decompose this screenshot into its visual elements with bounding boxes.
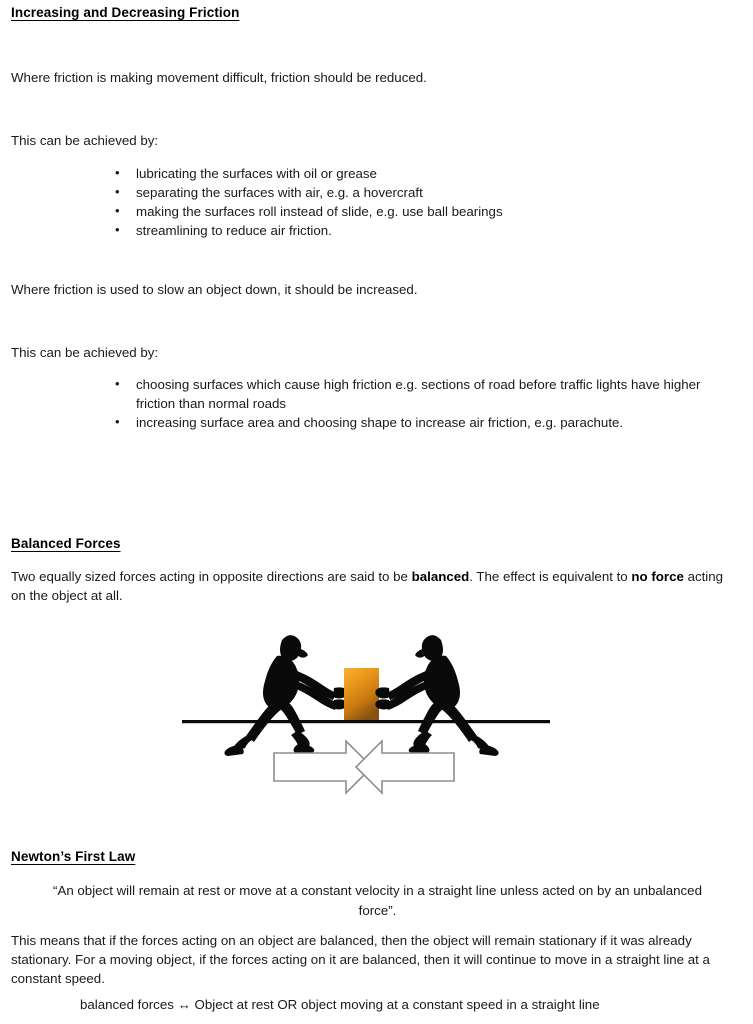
text-fragment: Two equally sized forces acting in opposite directions are said to be [11,569,412,584]
bold-term-no-force: no force [631,569,684,584]
ground-line [182,720,550,723]
paragraph-lead-in-increase: This can be achieved by: [11,345,159,360]
heading-increasing-decreasing-friction: Increasing and Decreasing Friction [11,5,240,20]
text-fragment: . The effect is equivalent to [469,569,632,584]
list-item: • choosing surfaces which cause high friction e.g. sections of road before traffic lights have higher friction than normal roads [115,375,715,413]
bold-term-balanced: balanced [411,569,470,584]
list-item: • streamlining to reduce air friction. [115,221,735,240]
newtons-first-law-quote: “An object will remain at rest or move at a constant velocity in a straight line unless acted on by an unbalanced force”. [53,883,702,918]
list-reduce-friction-methods [115,164,735,240]
paragraph-lead-in-reduce: This can be achieved by: [11,133,159,148]
paragraph-friction-increased: Where friction is used to slow an object down, it should be increased. [11,282,418,297]
list-item: • increasing surface area and choosing shape to increase air friction, e.g. parachute. [115,413,715,432]
list-item: • separating the surfaces with air, e.g. a hovercraft [115,183,735,202]
list-increase-friction-methods [115,375,715,432]
list-item: • lubricating the surfaces with oil or grease [115,164,735,183]
paragraph-balanced-forces [11,567,733,605]
paragraph-newtons-first-law-explanation: This means that if the forces acting on an object are balanced, then the object will remain stationary if it was already stationary. For a moving object, if the forces acting on it are balanced, then it will continue to move in a straight line at a constant speed. [11,933,710,986]
text-fragment: acting on the object at all. [11,569,724,603]
balanced-forces-summary: balanced forces ↔ Object at rest OR object moving at a constant speed in a straight line [80,997,600,1012]
person-silhouette-right [375,635,498,756]
list-item: • making the surfaces roll instead of slide, e.g. use ball bearings [115,202,735,221]
person-silhouette-left [224,635,347,756]
paragraph-friction-reduced: Where friction is making movement difficult, friction should be reduced. [11,70,427,85]
orange-box [344,668,379,722]
arrow-left-icon [356,741,454,793]
balanced-forces-diagram [176,628,556,800]
heading-newtons-first-law: Newton’s First Law [11,849,136,864]
heading-balanced-forces: Balanced Forces [11,536,121,551]
